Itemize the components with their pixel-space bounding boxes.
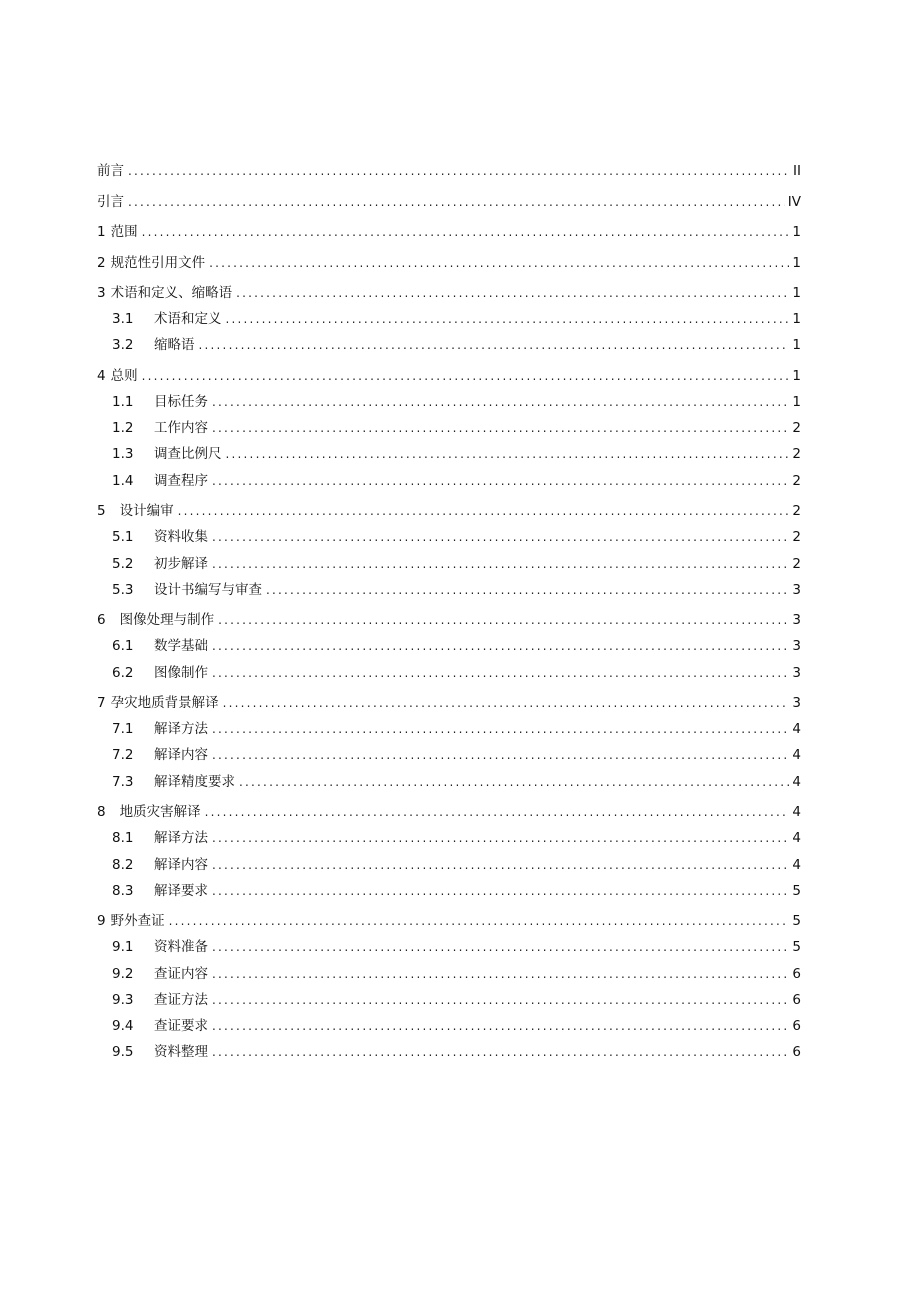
section-title: 解译要求 <box>154 882 208 899</box>
toc-subentry[interactable] <box>97 956 801 982</box>
page-number: 6 <box>792 1017 801 1034</box>
dot-leader <box>142 367 790 385</box>
section-number: 7.1 <box>112 721 134 738</box>
section-title: 设计编审 <box>119 503 174 520</box>
page-number: 2 <box>792 472 801 489</box>
toc-entry[interactable] <box>97 180 801 211</box>
section-title: 图像处理与制作 <box>119 612 215 629</box>
toc-subentry[interactable] <box>97 520 801 546</box>
toc-entry-label <box>97 803 201 821</box>
toc-entry-label <box>97 637 208 655</box>
page-number: IV <box>787 193 801 210</box>
section-number: 9.1 <box>112 939 134 956</box>
toc-entry-label <box>97 694 219 712</box>
toc-subentry[interactable] <box>97 385 801 411</box>
section-number: 8 <box>97 804 106 821</box>
section-title: 调查程序 <box>154 472 208 489</box>
section-title: 孕灾地质背景解译 <box>110 695 219 712</box>
toc-subentry[interactable] <box>97 930 801 956</box>
toc-entry-label <box>97 938 208 956</box>
dot-leader <box>223 694 790 712</box>
page-number: 5 <box>792 913 801 930</box>
section-number: 9.4 <box>112 1017 134 1034</box>
section-number: 7 <box>97 695 106 712</box>
section-title: 资料整理 <box>154 1044 208 1061</box>
dot-leader <box>212 637 789 655</box>
section-title: 数学基础 <box>154 638 208 655</box>
section-title: 查证要求 <box>154 1017 208 1034</box>
toc-subentry[interactable] <box>97 847 801 873</box>
dot-leader <box>212 528 789 546</box>
toc-entry[interactable] <box>97 900 801 931</box>
table-of-contents <box>97 154 801 1061</box>
page-number: 1 <box>792 285 801 301</box>
page-number: 4 <box>792 747 801 764</box>
dot-leader <box>169 912 790 930</box>
section-number: 3.2 <box>112 337 134 354</box>
toc-entry[interactable] <box>97 354 801 385</box>
section-title: 缩略语 <box>154 337 195 354</box>
section-title: 初步解译 <box>154 555 208 572</box>
toc-entry-label <box>97 193 124 211</box>
section-number: 9.3 <box>112 991 134 1008</box>
toc-entry-label <box>97 1017 208 1035</box>
section-number: 4 <box>97 367 106 384</box>
dot-leader <box>226 310 790 328</box>
dot-leader <box>212 882 789 900</box>
page-number: 4 <box>792 856 801 873</box>
dot-leader <box>226 445 790 463</box>
section-number: 2 <box>97 254 106 271</box>
section-number: 6.1 <box>112 638 134 655</box>
dot-leader <box>212 746 789 764</box>
page-number: II <box>793 163 801 179</box>
page-number: 1 <box>792 224 801 240</box>
section-title: 地质灾害解译 <box>119 804 201 821</box>
toc-entry-label <box>97 336 195 354</box>
section-title: 解译内容 <box>154 747 208 764</box>
toc-entry-label <box>97 882 208 900</box>
toc-entry-label <box>97 856 208 874</box>
section-title: 解译方法 <box>154 830 208 847</box>
section-number: 1 <box>97 224 106 240</box>
dot-leader <box>236 284 789 302</box>
page-number: 2 <box>792 420 801 437</box>
toc-entry[interactable] <box>97 211 801 242</box>
toc-subentry[interactable] <box>97 302 801 328</box>
section-number: 9.5 <box>112 1044 134 1061</box>
toc-entry-label <box>97 555 208 573</box>
toc-subentry[interactable] <box>97 573 801 599</box>
dot-leader <box>212 829 789 847</box>
section-title: 范围 <box>110 224 138 240</box>
toc-entry-label <box>97 393 208 411</box>
dot-leader <box>212 1017 789 1035</box>
page-number: 2 <box>792 446 801 463</box>
dot-leader <box>212 856 789 874</box>
page-number: 4 <box>792 830 801 847</box>
section-title: 图像制作 <box>154 664 208 681</box>
toc-entry-label <box>97 254 205 272</box>
toc-subentry[interactable] <box>97 983 801 1009</box>
toc-entry[interactable] <box>97 682 801 713</box>
page-number: 3 <box>792 638 801 655</box>
section-title: 资料准备 <box>154 939 208 956</box>
toc-subentry[interactable] <box>97 764 801 790</box>
section-number: 1.4 <box>112 472 134 489</box>
section-number: 7.2 <box>112 747 134 764</box>
toc-entry-label <box>97 746 208 764</box>
toc-entry-label <box>97 965 208 983</box>
section-number: 1.3 <box>112 446 134 463</box>
toc-subentry[interactable] <box>97 546 801 572</box>
page-number: 4 <box>792 773 801 790</box>
page-number: 2 <box>792 503 801 520</box>
toc-entry-label <box>97 912 165 930</box>
section-number: 5 <box>97 503 106 520</box>
dot-leader <box>212 419 789 437</box>
page-number: 3 <box>792 581 801 598</box>
section-title: 前言 <box>97 163 124 179</box>
toc-subentry[interactable] <box>97 328 801 354</box>
page-number: 3 <box>792 612 801 629</box>
section-number: 8.1 <box>112 830 134 847</box>
dot-leader <box>212 472 789 490</box>
section-number: 3.1 <box>112 311 134 328</box>
toc-entry[interactable] <box>97 490 801 521</box>
section-title: 术语和定义 <box>154 311 222 328</box>
dot-leader <box>212 393 789 411</box>
section-number: 1.1 <box>112 394 134 411</box>
section-title: 解译方法 <box>154 721 208 738</box>
page-number: 1 <box>792 394 801 411</box>
page-number: 3 <box>792 664 801 681</box>
toc-entry-label <box>97 829 208 847</box>
dot-leader <box>218 611 789 629</box>
toc-entry-label <box>97 284 232 302</box>
page-number: 3 <box>792 695 801 712</box>
toc-entry[interactable] <box>97 599 801 630</box>
section-number: 9.2 <box>112 965 134 982</box>
dot-leader <box>142 223 790 241</box>
toc-entry-label <box>97 581 262 599</box>
dot-leader <box>199 336 790 354</box>
toc-entry-label <box>97 1043 208 1061</box>
dot-leader <box>212 938 789 956</box>
page-number: 2 <box>792 555 801 572</box>
section-title: 查证内容 <box>154 965 208 982</box>
dot-leader <box>212 720 789 738</box>
toc-subentry[interactable] <box>97 411 801 437</box>
section-number: 5.3 <box>112 581 134 598</box>
toc-subentry[interactable] <box>97 738 801 764</box>
toc-subentry[interactable] <box>97 463 801 489</box>
page-number: 6 <box>792 1044 801 1061</box>
toc-entry-label <box>97 419 208 437</box>
dot-leader <box>212 965 789 983</box>
toc-entry-label <box>97 445 222 463</box>
section-number: 5.2 <box>112 555 134 572</box>
toc-entry-label <box>97 528 208 546</box>
section-number: 9 <box>97 913 106 930</box>
page-number: 5 <box>792 882 801 899</box>
section-title: 设计书编写与审查 <box>154 581 262 598</box>
toc-subentry[interactable] <box>97 1009 801 1035</box>
dot-leader <box>212 1043 789 1061</box>
page-number: 6 <box>792 991 801 1008</box>
page-number: 1 <box>792 254 801 271</box>
toc-entry[interactable] <box>97 272 801 303</box>
toc-entry-label <box>97 991 208 1009</box>
toc-subentry[interactable] <box>97 712 801 738</box>
toc-entry-label <box>97 223 138 241</box>
dot-leader <box>239 773 789 791</box>
section-title: 野外查证 <box>110 913 165 930</box>
page-number: 1 <box>792 367 801 384</box>
dot-leader <box>212 991 789 1009</box>
toc-subentry[interactable] <box>97 1035 801 1061</box>
section-number: 1.2 <box>112 420 134 437</box>
dot-leader <box>212 664 789 682</box>
page-number: 4 <box>792 721 801 738</box>
section-number: 7.3 <box>112 773 134 790</box>
toc-entry[interactable] <box>97 154 801 180</box>
toc-entry[interactable] <box>97 241 801 272</box>
section-title: 术语和定义、缩略语 <box>110 285 233 301</box>
section-number: 8.3 <box>112 882 134 899</box>
page-number: 5 <box>792 939 801 956</box>
toc-entry-label <box>97 367 138 385</box>
dot-leader <box>266 581 789 599</box>
section-number: 5.1 <box>112 529 134 546</box>
page-number: 1 <box>792 311 801 328</box>
toc-entry-label <box>97 664 208 682</box>
section-number: 6.2 <box>112 664 134 681</box>
dot-leader <box>128 193 785 211</box>
toc-entry[interactable] <box>97 791 801 822</box>
dot-leader <box>128 162 790 180</box>
toc-entry-label <box>97 502 174 520</box>
page-number: 6 <box>792 965 801 982</box>
dot-leader <box>178 502 790 520</box>
toc-subentry[interactable] <box>97 655 801 681</box>
section-title: 调查比例尺 <box>154 446 222 463</box>
toc-subentry[interactable] <box>97 437 801 463</box>
toc-entry-label <box>97 162 124 180</box>
section-title: 规范性引用文件 <box>110 254 206 271</box>
section-number: 6 <box>97 612 106 629</box>
page-number: 4 <box>792 804 801 821</box>
section-title: 总则 <box>110 367 138 384</box>
dot-leader <box>212 555 789 573</box>
section-title: 工作内容 <box>154 420 208 437</box>
page-number: 2 <box>792 529 801 546</box>
toc-entry-label <box>97 720 208 738</box>
toc-subentry[interactable] <box>97 821 801 847</box>
toc-entry-label <box>97 310 222 328</box>
section-title: 解译精度要求 <box>154 773 235 790</box>
section-title: 查证方法 <box>154 991 208 1008</box>
dot-leader <box>209 254 789 272</box>
section-number: 3 <box>97 285 106 301</box>
toc-subentry[interactable] <box>97 629 801 655</box>
section-title: 资料收集 <box>154 529 208 546</box>
section-title: 目标任务 <box>154 394 208 411</box>
section-title: 解译内容 <box>154 856 208 873</box>
toc-entry-label <box>97 773 235 791</box>
toc-subentry[interactable] <box>97 874 801 900</box>
toc-entry-label <box>97 611 214 629</box>
section-title: 引言 <box>97 193 124 210</box>
page-number: 1 <box>792 337 801 354</box>
dot-leader <box>205 803 790 821</box>
section-number: 8.2 <box>112 856 134 873</box>
toc-entry-label <box>97 472 208 490</box>
